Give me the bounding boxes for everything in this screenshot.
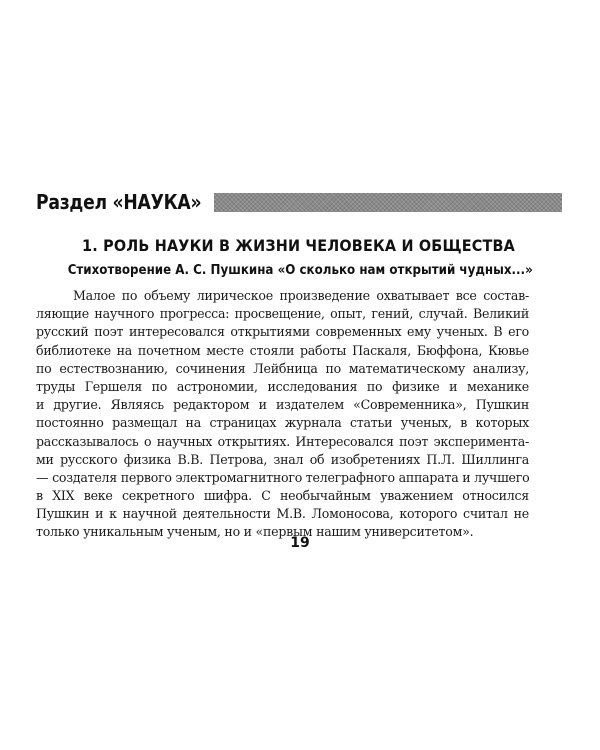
chapter-subtitle-text: Стихотворение А. С. Пушкина «О сколько нам открытий чудных...» <box>67 262 533 278</box>
body-line: и другие. Являясь редактором и издателем «Современника», Пушкин <box>36 397 529 413</box>
body-line: Пушкин и к научной деятельности М.В. Ломоносова, которого считал не <box>36 506 529 522</box>
section-title: Раздел «НАУКА» <box>36 190 202 214</box>
body-line: труды Гершеля по астрономии, исследования по физике и механике <box>36 378 529 394</box>
body-line: ми русского физика В.В. Петрова, знал об изобретениях П.Л. Шиллинга <box>36 451 529 467</box>
section-decorative-bar <box>214 193 562 212</box>
chapter-title-text: 1. РОЛЬ НАУКИ В ЖИЗНИ ЧЕЛОВЕКА И ОБЩЕСТВА <box>82 236 516 255</box>
body-line: по естествознанию, сочинения Лейбница по математическому анализу, <box>36 360 529 376</box>
section-header <box>36 187 562 217</box>
body-line: библиотеке на почетном месте стояли работы Паскаля, Бюффона, Кювье <box>36 342 529 358</box>
chapter-title <box>36 236 562 255</box>
chapter-subtitle <box>36 262 562 278</box>
page-number: 19 <box>290 535 310 551</box>
body-line: только уникальным ученым, но и «первым нашим университетом». <box>36 524 474 540</box>
body-line: в XIX веке секретного шифра. С необычайным уважением относился <box>36 488 529 504</box>
body-line: Малое по объему лирическое произведение охватывает все состав- <box>73 288 529 303</box>
body-line: рассказывалось о научных открытиях. Интересовался поэт эксперимента- <box>36 433 529 449</box>
body-paragraph <box>36 287 530 542</box>
body-line: русский поэт интересовался открытиями современных ему ученых. В его <box>36 324 529 340</box>
body-line: постоянно размещал на страницах журнала статьи ученых, в которых <box>36 415 529 431</box>
body-line: — создателя первого электромагнитного телеграфного аппарата и лучшего <box>36 469 530 485</box>
body-line: ляющие научного прогресса: просвещение, опыт, гений, случай. Великий <box>36 306 529 322</box>
